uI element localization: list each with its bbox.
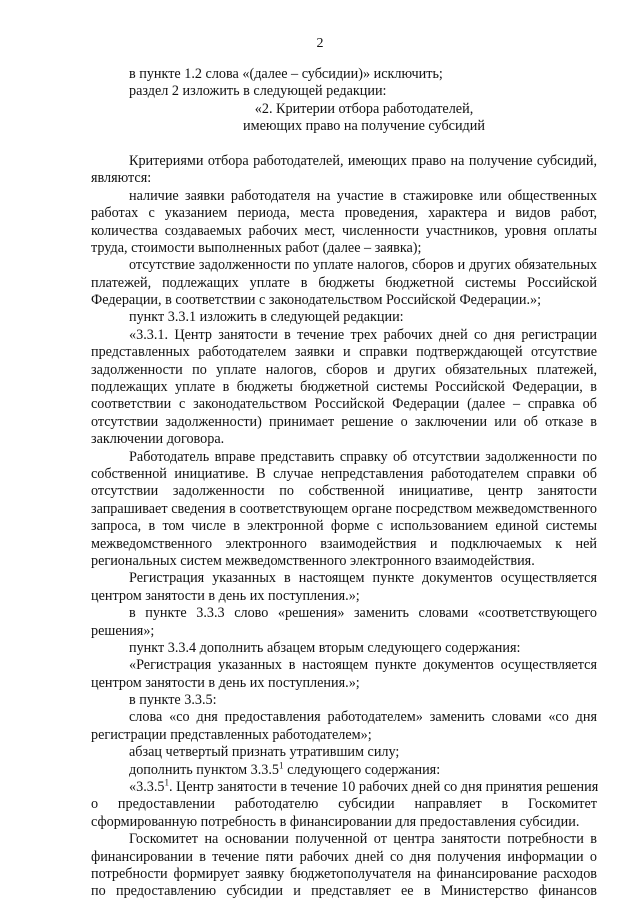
text-line: регистрации представленных работодателем»;	[91, 726, 372, 743]
document-body	[91, 66, 597, 901]
text-line: соответствии с законодательством Российской Федерации (далее – справка об	[91, 396, 597, 413]
text-line: центром занятости в день их поступления.»;	[91, 587, 360, 604]
text-line: задолженности по уплате налогов, сборов и других обязательных платежей,	[91, 361, 597, 378]
text-line: отсутствии задолженности) принимает решение о заключении или об отказе в	[91, 413, 597, 430]
text-line: заключении договора.	[91, 431, 225, 448]
text-line: потребности формирует заявку бюджетополучателя на финансирование расходов	[91, 865, 597, 882]
text-line: решения»;	[91, 622, 155, 639]
text-line: собственной инициативе. В случае непредставления работодателем справки об	[91, 465, 597, 482]
text-line: Госкомитет на основании полученной от центра занятости потребности в	[129, 831, 597, 848]
text-line	[91, 779, 597, 796]
text-line: о предоставлении работодателю субсидии направляет в Госкомитет	[91, 796, 597, 813]
text-line: центром занятости в день их поступления.»;	[91, 674, 360, 691]
text-line: «3.3.1. Центр занятости в течение трех рабочих дней со дня регистрации	[129, 326, 597, 343]
text-line: запрашивает сведения в соответствующем органе посредством межведомственного	[91, 500, 597, 517]
text-line: Федерации, в соответствии с законодательством Российской Федерации.»;	[91, 292, 542, 309]
text-line: «Регистрация указанных в настоящем пункте документов осуществляется	[129, 657, 597, 674]
text-line: отсутствие задолженности по уплате налогов, сборов и других обязательных	[129, 257, 597, 274]
text-line: пункт 3.3.1 изложить в следующей редакции:	[129, 309, 404, 326]
page-number: 2	[316, 36, 324, 51]
text-line: в пункте 3.3.5:	[129, 692, 217, 709]
text-line: Регистрация указанных в настоящем пункте документов осуществляется	[129, 570, 597, 587]
section-heading-line-1: «2. Критерии отбора работодателей,	[254, 100, 474, 117]
text-line: труда, стоимости выполненных работ (далее – заявка);	[91, 239, 422, 256]
text-line: являются:	[91, 170, 152, 187]
text-line: сформированную потребность в финансировании для предоставления субсидии.	[91, 813, 580, 830]
text-line: Работодатель вправе представить справку об отсутствии задолженности по	[129, 448, 597, 465]
text-line: слова «со дня предоставления работодателем» заменить словами «со дня	[129, 709, 597, 726]
text-span: дополнить пунктом 3.3.5	[129, 761, 280, 778]
text-line: абзац четвертый признать утратившим силу;	[129, 744, 400, 761]
superscript: 1	[279, 759, 284, 770]
text-line: платежей, подлежащих уплате в бюджеты бюджетной системы Российской	[91, 274, 597, 291]
text-span: «3.3.5	[129, 779, 165, 796]
text-line: в пункте 1.2 слова «(далее – субсидии)» исключить;	[129, 66, 443, 82]
text-line: региональных систем межведомственного электронного взаимодействия.	[91, 552, 535, 569]
text-span: следующего содержания:	[283, 761, 441, 778]
section-heading-line-2: имеющих право на получение субсидий	[243, 118, 485, 135]
text-line: пункт 3.3.4 дополнить абзацем вторым следующего содержания:	[129, 639, 521, 656]
text-line: запроса, в том числе в электронной форме с использованием единой системы	[91, 518, 597, 535]
text-line: раздел 2 изложить в следующей редакции:	[129, 83, 387, 100]
text-span: . Центр занятости в течение 10 рабочих дней со дня принятия решения	[168, 779, 599, 796]
text-line: работах с указанием периода, места проведения, характера и видов работ,	[91, 205, 597, 222]
text-line: в пункте 3.3.3 слово «решения» заменить словами «соответствующего	[129, 605, 597, 622]
superscript: 1	[164, 777, 169, 788]
text-line: наличие заявки работодателя на участие в стажировке или общественных	[129, 187, 597, 204]
text-line: Критериями отбора работодателей, имеющих право на получение субсидий,	[129, 152, 597, 169]
text-line: представленных работодателем заявки и справки подтверждающей отсутствие	[91, 344, 597, 361]
text-line: финансировании в течение пяти рабочих дней со дня получения информации о	[91, 848, 597, 865]
text-line: по предоставлению субсидии и представляет ее в Министерство финансов	[91, 883, 597, 900]
text-line: подлежащих уплате в бюджеты бюджетной системы Российской Федерации, в	[91, 379, 597, 396]
text-line: количества создаваемых рабочих мест, численности участников, уровня оплаты	[91, 222, 597, 239]
text-line: отсутствии задолженности по собственной инициативе, центр занятости	[91, 483, 597, 500]
text-line: межведомственного электронного взаимодействия и подключаемых к ней	[91, 535, 597, 552]
